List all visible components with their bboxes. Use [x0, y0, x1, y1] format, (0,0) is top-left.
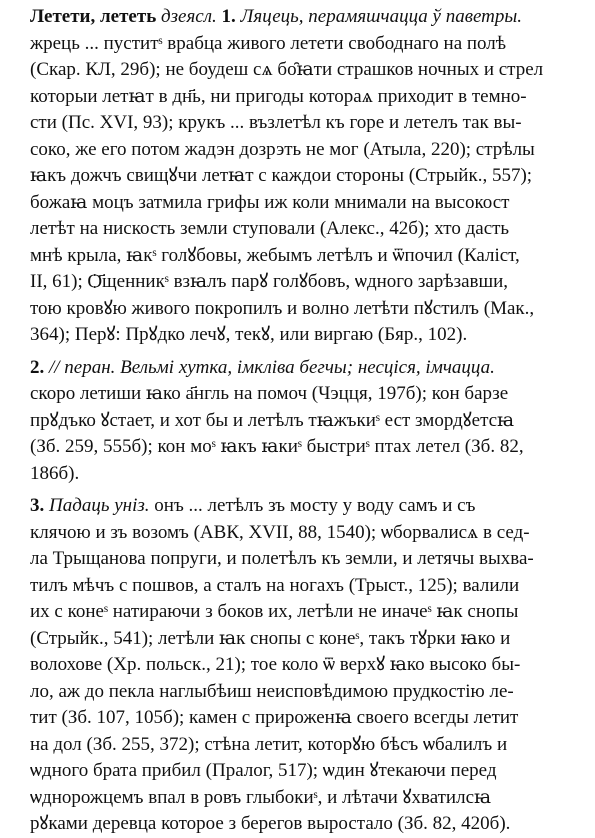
text-line	[6, 493, 589, 520]
text-segment: ло, аж до пекла наглыбѣиш неисповѣдимою прудкостію ле-	[30, 680, 514, 702]
entry-sense-paragraph	[6, 4, 589, 349]
text-line	[6, 811, 589, 838]
text-segment: на дол (Зб. 255, 372); стѣна летит, которꙋю бѣсъ ѡбалилъ и	[30, 733, 508, 755]
text-segment: рꙋками деревца которое з берегов выростало (Зб. 82, 420б).	[30, 813, 511, 834]
text-line	[6, 163, 589, 190]
italic-segment: Ляцець, перамяшчацца ў паветры.	[240, 6, 522, 27]
text-segment: (Стрыйк., 541); летѣли ꙗк снопы с конеˢ, такъ тꙋрки ꙗко и	[30, 627, 511, 649]
text-segment: 186б).	[30, 462, 80, 484]
entry-sense-paragraph	[6, 355, 589, 488]
text-segment: 364); Перꙋ: Прꙋдко лечꙋ, текꙋ, или виргаю (Бяр., 102).	[30, 324, 468, 345]
text-segment: тилъ мѣчъ с пошвов, а сталъ на ногахъ (Трыст., 125); валили	[30, 574, 520, 596]
text-segment: волохове (Хр. польск., 21); тое коло ѿ верхꙋ ꙗко высоко бы-	[30, 654, 521, 675]
text-line	[6, 269, 589, 296]
text-line	[6, 758, 589, 785]
text-line	[6, 296, 589, 323]
text-line	[6, 4, 589, 31]
text-segment: ѡднорожцемъ впал в ровъ глыбокиˢ, и лѣтачи ꙋхватилсꙗ	[30, 786, 492, 808]
text-line	[6, 546, 589, 573]
text-line	[6, 84, 589, 111]
text-line	[6, 652, 589, 679]
text-segment: II, 61); Ѻ҃щенникˢ взꙗлъ парꙋ голꙋбовъ, ѡдного зарѣзавши,	[30, 271, 509, 292]
text-line	[6, 461, 589, 488]
text-line	[6, 57, 589, 84]
text-segment: онъ ... летѣлъ зъ мосту у воду самъ и съ	[154, 495, 476, 516]
text-line	[6, 408, 589, 435]
text-segment: ꙗкъ дожчъ свищꙋчи летꙗт с каждои стороны (Стрыйк., 557);	[30, 165, 533, 186]
text-segment: жрець ... пуститˢ врабца живого летети свободнаго на полѣ	[30, 32, 507, 54]
text-segment: ѡдного брата прибил (Пралог, 517); ѡдин ꙋтекаючи перед	[30, 760, 497, 781]
text-line	[6, 434, 589, 461]
text-line	[6, 243, 589, 270]
text-line	[6, 573, 589, 600]
text-line	[6, 679, 589, 706]
italic-segment: // перан. Вельмі хутка, імкліва бегчы; несціся, імчацца.	[49, 356, 495, 378]
text-segment: клячою и зъ возомъ (АВК, XVII, 88, 1540); ѡборвалисѧ в сед-	[30, 521, 530, 543]
text-segment: тит (Зб. 107, 105б); камен с прироженꙗ своего всегды летит	[30, 707, 519, 728]
text-line	[6, 705, 589, 732]
dictionary-entry	[6, 4, 589, 838]
italic-segment: Падаць уніз.	[49, 495, 155, 516]
text-segment: (Скар. КЛ, 29б); не боудеш сѧ бо̑ꙗти страшков ночных и стрел	[30, 59, 544, 80]
italic-segment: дзеясл.	[161, 6, 222, 27]
text-line	[6, 785, 589, 812]
text-segment: их с конеˢ натираючи з боков их, летѣли не иначеˢ ꙗк снопы	[30, 601, 519, 622]
text-line	[6, 381, 589, 408]
text-segment: прꙋдъко ꙋстает, и хот бы и летѣлъ тꙗжъкиˢ ест змордꙋетсꙗ	[30, 409, 515, 431]
text-line	[6, 31, 589, 58]
text-segment: мнѣ крыла, ꙗкˢ голꙋбовы, жебымъ летѣлъ и ѿпочил (Каліст,	[30, 244, 520, 266]
text-line	[6, 626, 589, 653]
text-line	[6, 137, 589, 164]
text-line	[6, 355, 589, 382]
text-line	[6, 520, 589, 547]
text-segment: тою кровꙋю живого покропилъ и волно летѣти пꙋстилъ (Мак.,	[30, 297, 535, 319]
text-segment: летѣт на нискость земли ступовали (Алекс., 42б); хто дасть	[30, 218, 510, 239]
text-line	[6, 599, 589, 626]
text-segment: скоро летиши ꙗко а҃нгль на помоч (Чэцця, 197б); кон барзе	[30, 383, 509, 404]
text-segment: которыи летꙗт в дн҃ь, ни пригоды котораѧ приходит в темно-	[30, 85, 527, 107]
text-line	[6, 322, 589, 349]
bold-segment: Летети, лететь	[30, 6, 161, 27]
bold-segment: 2.	[30, 356, 49, 378]
bold-segment: 3.	[30, 495, 49, 516]
text-segment: сти (Пс. XVI, 93); крукъ ... възлетѣл къ горе и летелъ так вы-	[30, 112, 522, 133]
text-segment: (Зб. 259, 555б); кон моˢ ꙗкъ ꙗкиˢ быстриˢ птах летел (Зб. 82,	[30, 436, 524, 457]
text-segment: божаꙗ моцъ затмила грифы иж коли мнимали на высокост	[30, 191, 510, 213]
text-segment: ла Трыщанова попруги, и полетѣлъ къ земли, и летячы выхва-	[30, 548, 534, 569]
text-line	[6, 732, 589, 759]
text-line	[6, 110, 589, 137]
text-line	[6, 216, 589, 243]
entry-sense-paragraph	[6, 493, 589, 838]
bold-segment: 1.	[221, 6, 241, 27]
text-line	[6, 190, 589, 217]
text-segment: соко, же его потом жадэн дозрэть не мог (Атыла, 220); стрѣлы	[30, 138, 535, 160]
